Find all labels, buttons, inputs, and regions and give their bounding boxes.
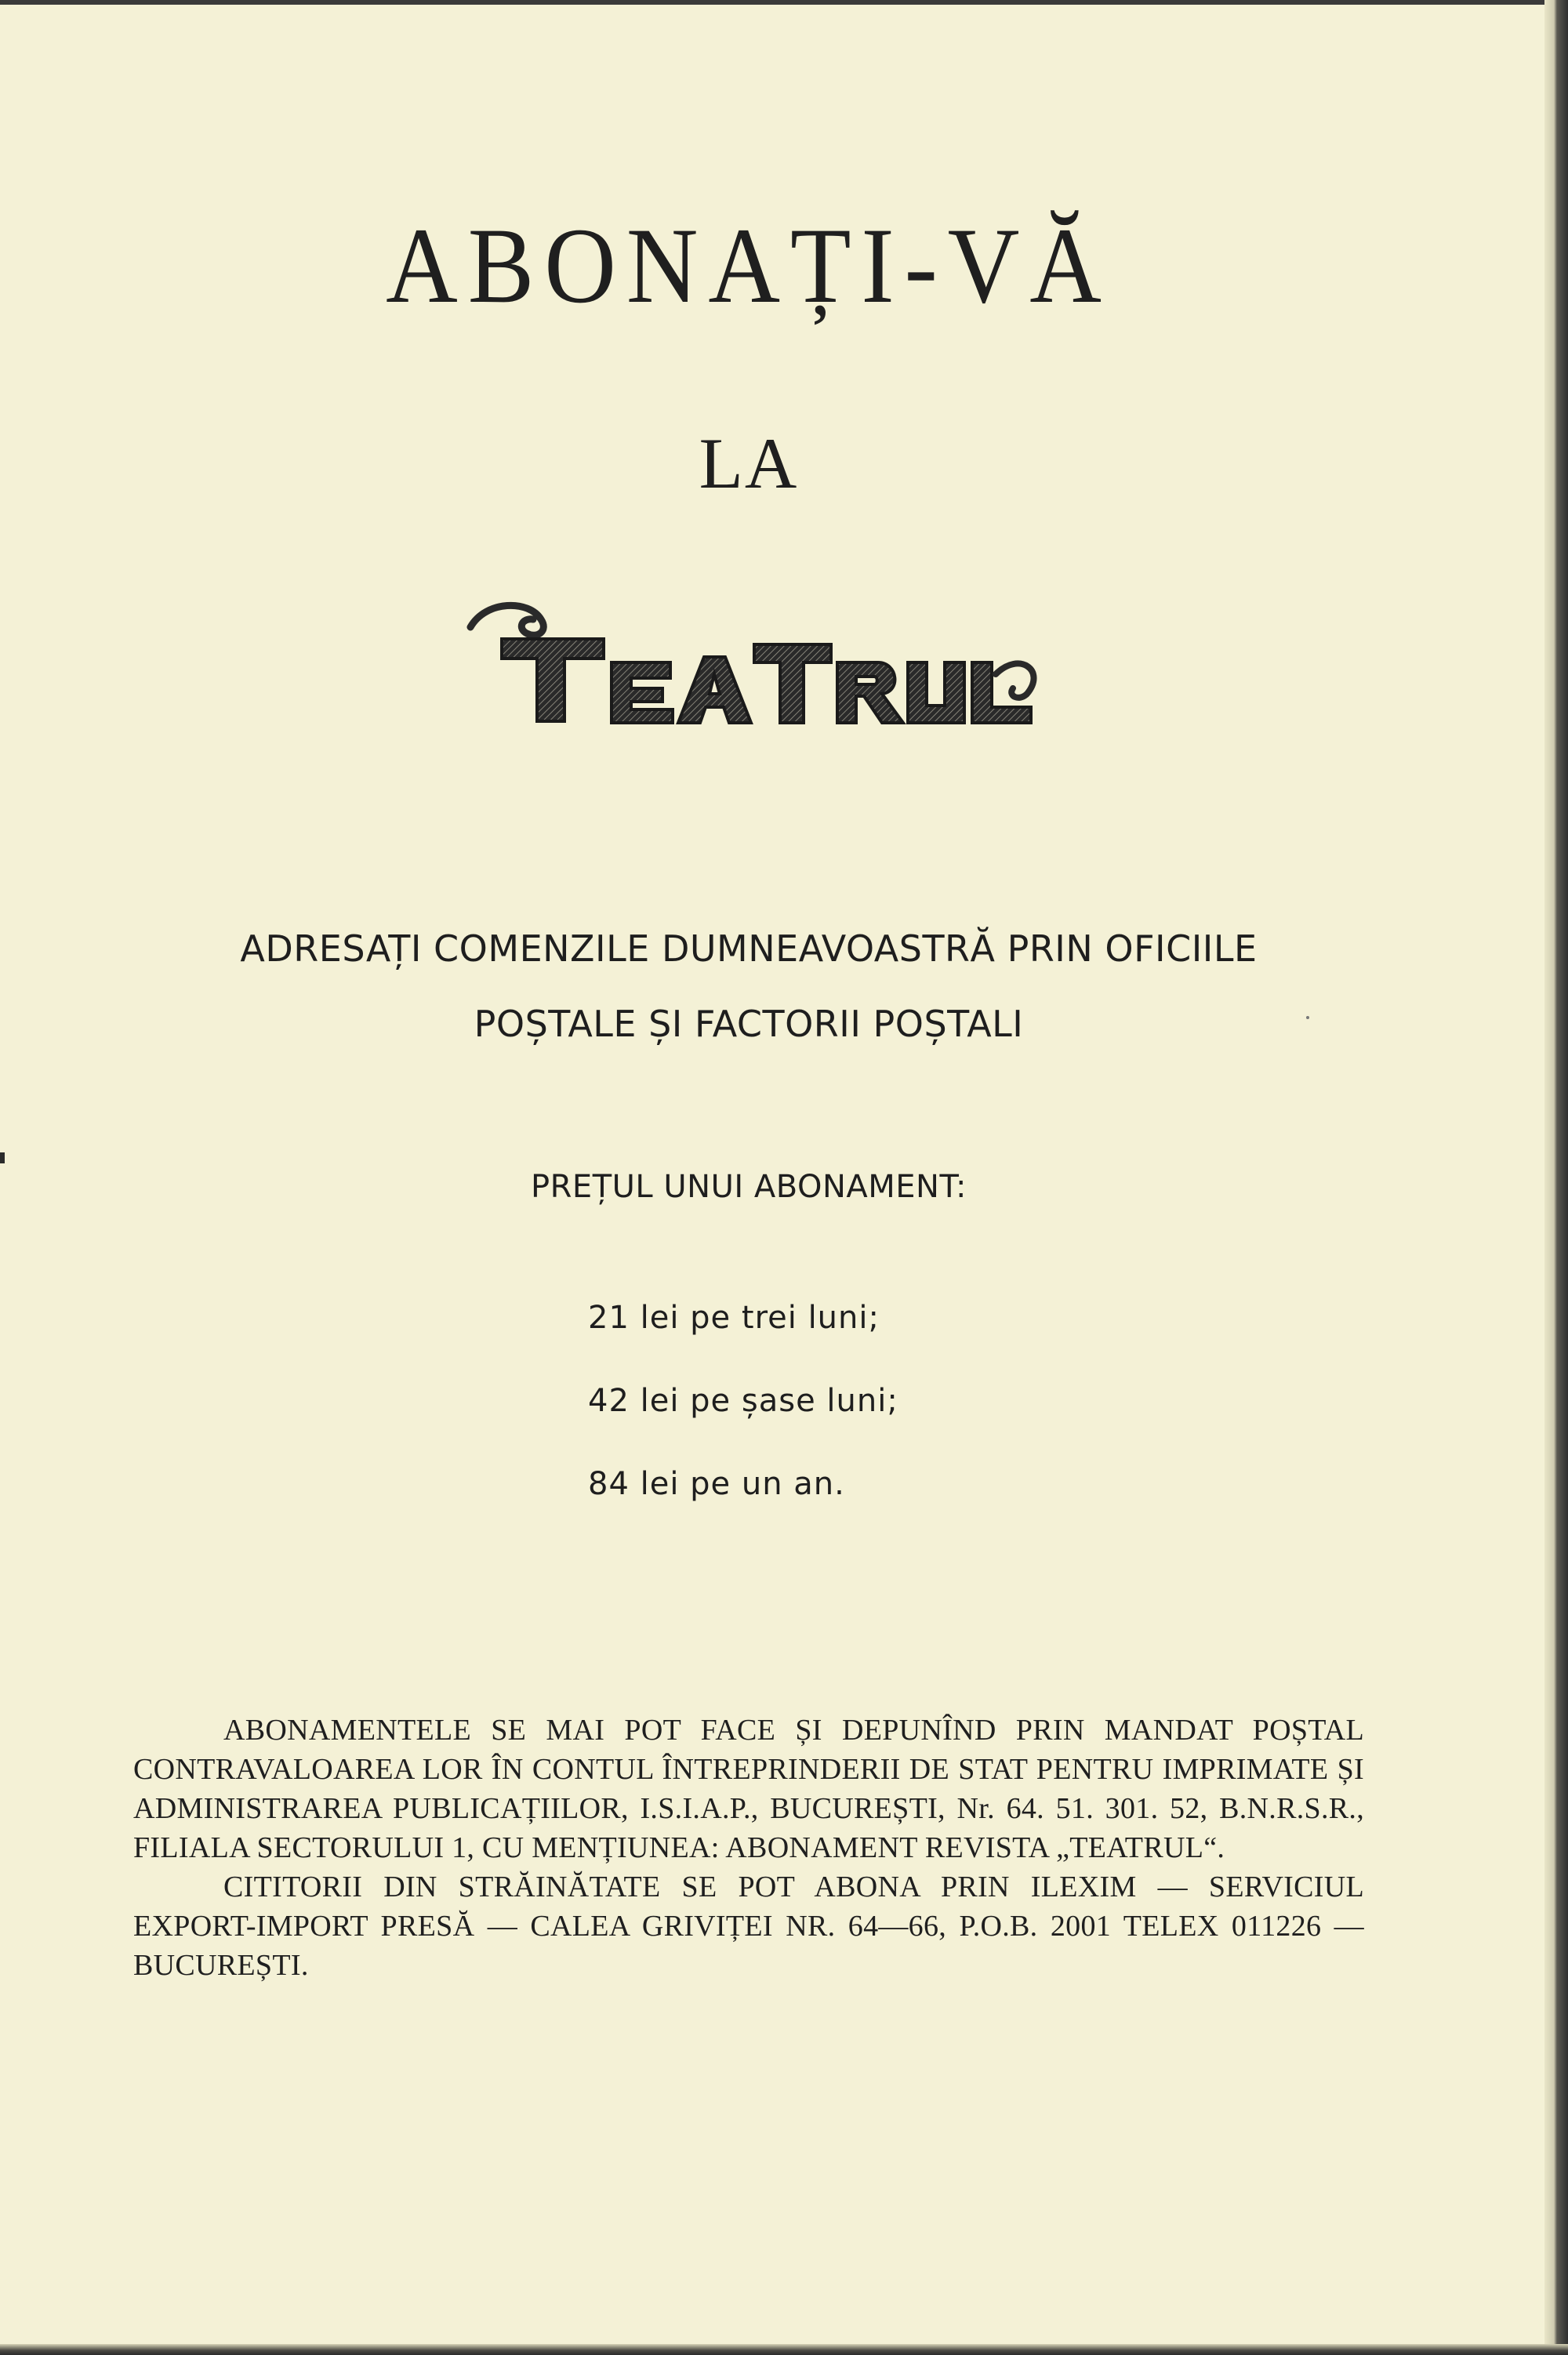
price-item: 21 lei pe trei luni; — [588, 1300, 880, 1336]
price-heading: PREȚUL UNUI ABONAMENT: — [531, 1169, 967, 1205]
page-title: ABONAȚI-VĂ — [386, 205, 1112, 325]
notes-paragraph-1: ABONAMENTELE SE MAI POT FACE ȘI DEPUNÎND PRIN MANDAT POȘTAL CONTRAVALOAREA LOR ÎN CONTUL ÎNTREPRINDERII DE STAT PENTRU IMPRIMATE ȘI ADMINISTRAREA PUBLICAȚIILOR, I.S.I.A.P., BUCUREȘTI, Nr. 64. 51. 301. 52, B.N.R.S.R., FILIALA SECTORULUI 1, CU MENȚIUNEA: ABONAMENT REVISTA „TEATRUL“. — [133, 1714, 1364, 1864]
order-instructions — [0, 911, 1497, 1061]
page-top-edge — [0, 0, 1568, 5]
order-line-2: POȘTALE ȘI FACTORII POȘTALI — [474, 1003, 1024, 1045]
price-item: 84 lei pe un an. — [588, 1466, 845, 1502]
order-line-1: ADRESAȚI COMENZILE DUMNEAVOASTRĂ PRIN OFICIILE — [240, 927, 1258, 970]
price-item: 42 lei pe șase luni; — [588, 1383, 898, 1419]
price-list — [588, 1276, 1058, 1526]
teatrul-logo-icon — [455, 596, 1051, 737]
stray-dot — [1306, 1016, 1309, 1019]
notes-paragraph-2: CITITORII DIN STRĂINĂTATE SE POT ABONA PRIN ILEXIM — SERVICIUL EXPORT-IMPORT PRESĂ — CALEA GRIVIȚEI NR. 64—66, P.O.B. 2001 TELEX 011226 — BUCUREȘTI. — [133, 1871, 1364, 1982]
page-bottom-edge — [0, 2344, 1568, 2355]
subscription-notes — [133, 1711, 1364, 1985]
page-left-mark — [0, 1152, 5, 1163]
page-right-edge — [1544, 0, 1568, 2355]
page-subtitle: LA — [699, 423, 799, 503]
